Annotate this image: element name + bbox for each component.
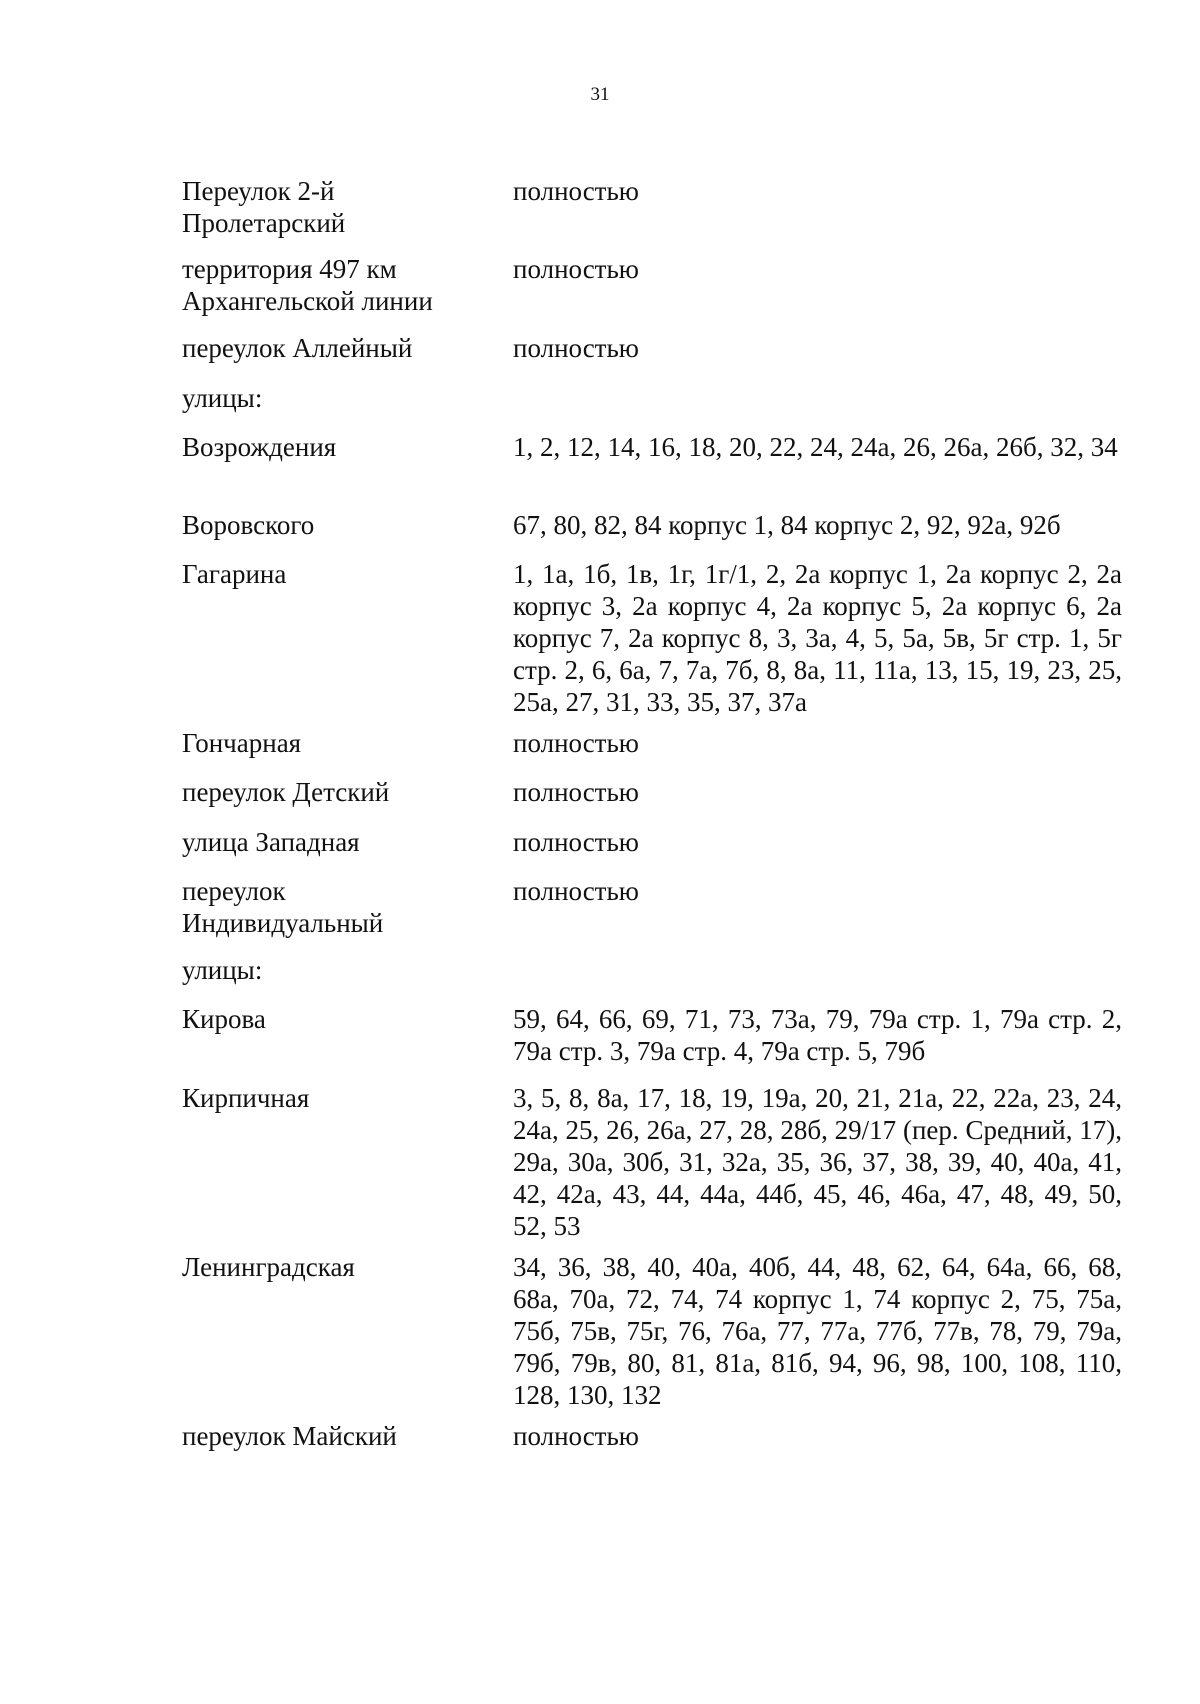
house-numbers: полностью <box>513 254 639 284</box>
street-name: Гончарная <box>182 728 302 758</box>
street-name: Кирпичная <box>182 1083 310 1113</box>
house-numbers: 1, 1а, 1б, 1в, 1г, 1г/1, 2, 2а корпус 1, 2а корпус 2, 2а корпус 3, 2а корпус 4, 2а корпус 5, 2а корпус 6, 2а корпус 7, 2а корпус 8, 3, 3а, 4, 5, 5а, 5в, 5г стр. 1, 5г стр. 2, 6, 6а, 7, 7а, 7б, 8, 8а, 11, 11а, 13, 15, 19, 23, 25, 25а, 27, 31, 33, 35, 37, 37а <box>513 559 1122 717</box>
street-name: переулок Детский <box>182 777 390 807</box>
house-numbers: полностью <box>513 777 639 807</box>
street-name: Воровского <box>182 510 315 540</box>
house-numbers: 67, 80, 82, 84 корпус 1, 84 корпус 2, 92, 92а, 92б <box>513 510 1061 540</box>
house-numbers: полностью <box>513 333 639 363</box>
street-name: Кирова <box>182 1004 266 1034</box>
street-name: Возрождения <box>182 432 337 462</box>
page-number: 31 <box>590 84 610 105</box>
street-name: Переулок 2-й Пролетарский <box>182 176 346 238</box>
house-numbers: полностью <box>513 876 639 906</box>
street-name: Ленинградская <box>182 1252 355 1282</box>
house-numbers: полностью <box>513 728 639 758</box>
street-name: переулок Аллейный <box>182 333 413 363</box>
house-numbers: 3, 5, 8, 8а, 17, 18, 19, 19а, 20, 21, 21а, 22, 22а, 23, 24, 24а, 25, 26, 26а, 27, 28, 28б, 29/17 (пер. Средний, 17), 29а, 30а, 30б, 31, 32а, 35, 36, 37, 38, 39, 40, 40а, 41, 42, 42а, 43, 44, 44а, 44б, 45, 46, 46а, 47, 48, 49, 50, 52, 53 <box>513 1083 1122 1241</box>
house-numbers: 59, 64, 66, 69, 71, 73, 73а, 79, 79а стр. 1, 79а стр. 2, 79а стр. 3, 79а стр. 4, 79а стр. 5, 79б <box>513 1004 1122 1066</box>
house-numbers: 34, 36, 38, 40, 40а, 40б, 44, 48, 62, 64, 64а, 66, 68, 68а, 70а, 72, 74, 74 корпус 1, 74 корпус 2, 75, 75а, 75б, 75в, 75г, 76, 76а, 77, 77а, 77б, 77в, 78, 79, 79а, 79б, 79в, 80, 81, 81а, 81б, 94, 96, 98, 100, 108, 110, 128, 130, 132 <box>513 1252 1122 1410</box>
section-heading: улицы: <box>182 383 263 413</box>
street-name: улица Западная <box>182 827 360 857</box>
street-name: переулок Майский <box>182 1421 397 1451</box>
street-name: переулок Индивидуальный <box>182 876 384 938</box>
house-numbers: полностью <box>513 176 639 206</box>
house-numbers: полностью <box>513 1421 639 1451</box>
street-name: Гагарина <box>182 559 287 589</box>
house-numbers: 1, 2, 12, 14, 16, 18, 20, 22, 24, 24а, 26, 26а, 26б, 32, 34 <box>513 432 1118 462</box>
street-name: территория 497 км Архангельской линии <box>182 254 433 316</box>
house-numbers: полностью <box>513 827 639 857</box>
section-heading: улицы: <box>182 955 263 985</box>
